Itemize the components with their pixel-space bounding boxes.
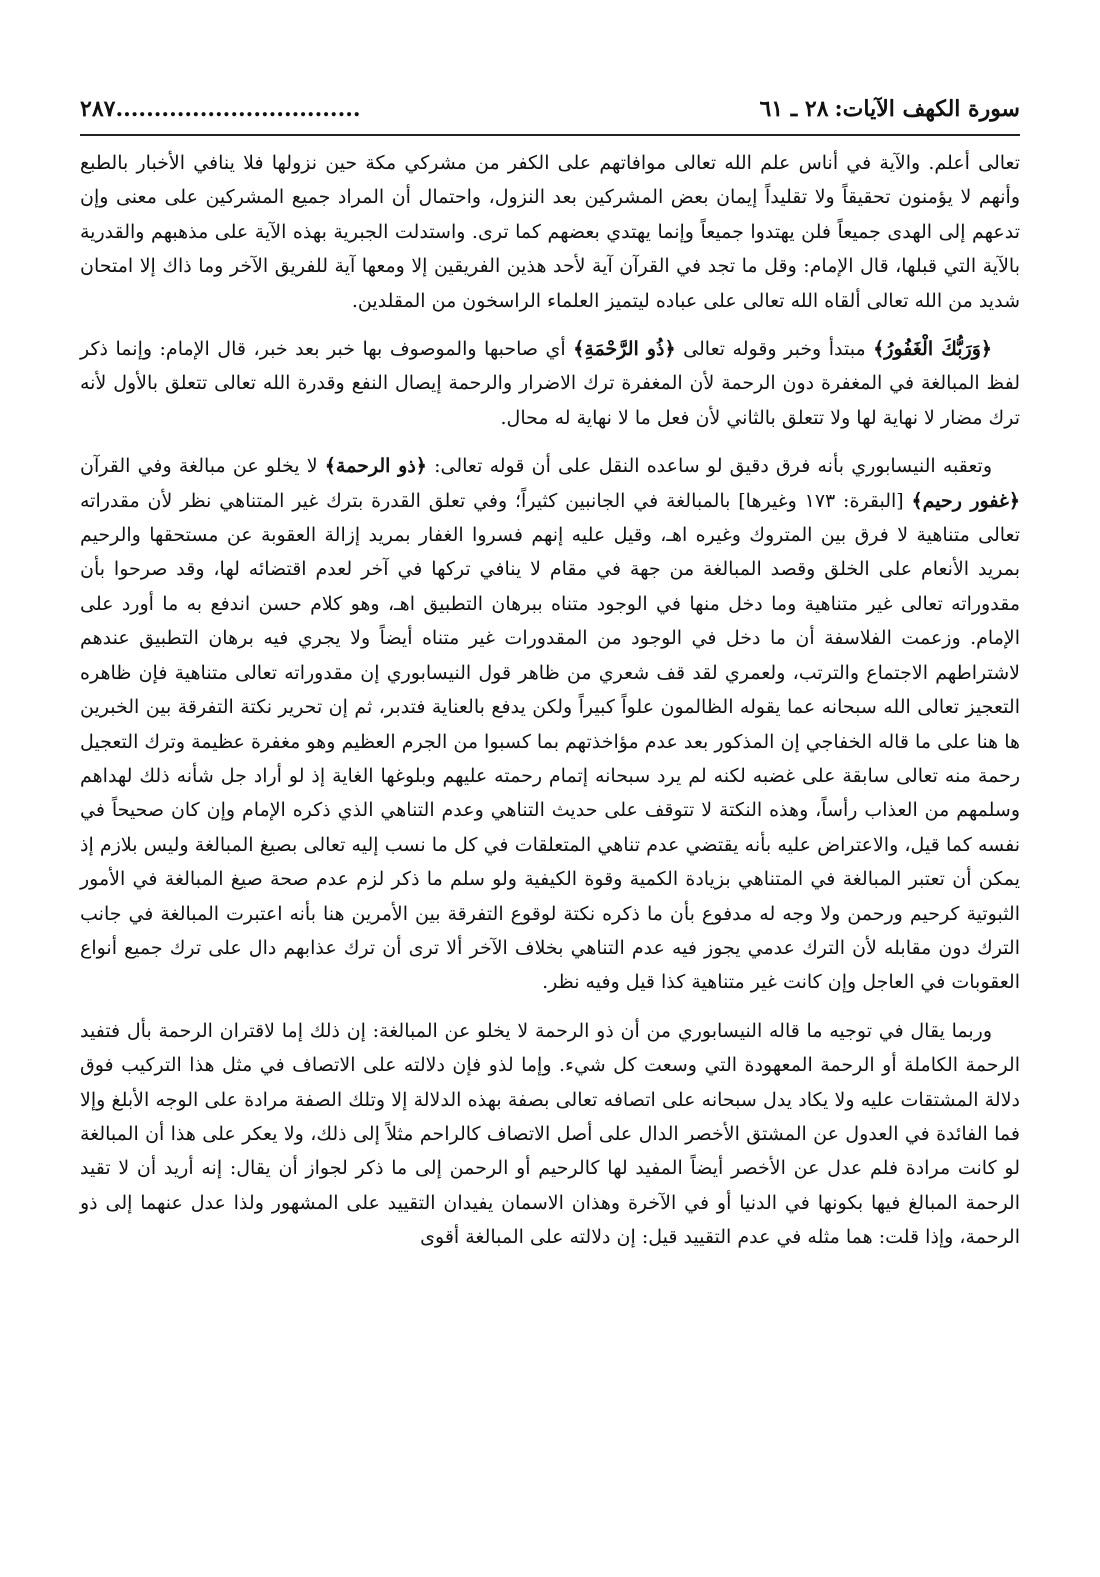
paragraph-text: وربما يقال في توجيه ما قاله النيسابوري من أن ذو الرحمة لا يخلو عن المبالغة: إن ذلك إما لاقتران الرحمة بأل فتفيد الرحمة الكاملة أو الرحمة المعهودة التي وسعت كل شيء. وإما لذو فإن دلالته على الاتصاف في مثل هذا التركيب فوق دلالة المشتقات عليه ولا يكاد يدل سبحانه على اتصافه تعالى بصفة بهذه الدلالة إلا وتلك الصفة مرادة على الوجه الأبلغ وإلا فما الفائدة في العدول عن المشتق الأخصر الدال على أصل الاتصاف كالراحم مثلاً إلى ذلك، ولا يعكر على هذا أن المبالغة لو كانت مرادة فلم عدل عن الأخصر أيضاً المفيد لها كالرحيم أو الرحمن إلى ما ذكر لجواز أن يقال: إنه أريد أن لا تقيد الرحمة المبالغ فيها بكونها في الدنيا أو في الآخرة وهذان الاسمان يفيدان التقييد على المشهور ولذا عدل عنهما إلى ذو الرحمة، وإذا قلت: هما مثله في عدم التقييد قيل: إن دلالته على المبالغة أقوى bbox=[80, 1019, 1021, 1249]
paragraph-text: أي صاحبها والموصوف بها خبر بعد خبر، قال الإمام: وإنما ذكر لفظ المبالغة في المغفرة دون الرحمة لأن المغفرة ترك الاضرار والرحمة إيصال النفع وقدرة الله تعالى تتعلق بالأول لأنه ترك مضار لا نهاية لها ولا تتعلق بالثاني لأن فعل ما لا نهاية له محال. bbox=[80, 338, 1020, 429]
paragraph-4 bbox=[80, 1014, 1020, 1255]
page-number-group bbox=[80, 96, 361, 122]
page-body bbox=[80, 146, 1020, 1269]
paragraph-2 bbox=[80, 332, 1020, 435]
verse-range: ٢٨ ـ ٦١ bbox=[759, 96, 829, 122]
quran-quote: ﴿ذُو الرَّحْمَةِ﴾ bbox=[573, 338, 676, 361]
paragraph-text: تعالى أعلم. والآية في أناس علم الله تعالى موافاتهم على الكفر من مشركي مكة حين نزولها فلا ينافي الأخبار بالطبع وأنهم لا يؤمنون تحقيقاً ولا تقليداً إيمان بعض المشركين بعد النزول، واحتمال أن المراد جميع المشركين على معنى وإن تدعهم إلى الهدى جميعاً فلن يهتدوا جميعاً وإنما يهتدي بعضهم كما ترى. واستدلت الجبرية بهذه الآية على مذهبهم والقدرية بالآية التي قبلها، قال الإمام: وقل ما تجد في القرآن آية لأحد هذين الفريقين إلا ومعها آية للفريق الآخر وما ذاك إلا امتحان شديد من الله تعالى ألقاه الله تعالى على عباده ليتميز العلماء الراسخون من المقلدين. bbox=[80, 152, 1020, 312]
page-number: ٢٨٧ bbox=[80, 96, 116, 122]
paragraph-text: مبتدأ وخبر وقوله تعالى bbox=[675, 338, 874, 361]
quran-quote: ﴿ذو الرحمة﴾ bbox=[324, 455, 427, 478]
paragraph-3 bbox=[80, 449, 1020, 1000]
surah-title: سورة الكهف الآيات: bbox=[834, 96, 1020, 122]
page-header bbox=[80, 96, 1020, 134]
paragraph-text: وتعقبه النيسابوري بأنه فرق دقيق لو ساعده النقل على أن قوله تعالى: bbox=[426, 455, 992, 478]
paragraph-text: لا يخلو عن مبالغة وفي القرآن bbox=[80, 455, 325, 478]
paragraph-1 bbox=[80, 146, 1020, 318]
quran-quote: ﴿وَرَبُّكَ الْغَفُورُ﴾ bbox=[873, 338, 992, 361]
paragraph-text: [البقرة: ١٧٣ وغيرها] بالمبالغة في الجانبين كثيراً؛ وفي تعلق القدرة بترك غير المتناهي نظر لأن مقدراته تعالى متناهية لا فرق بين المتروك وغيره اهـ، وقيل عليه إنهم فسروا الغفار بمريد إزالة العقوبة عن مستحقها والرحيم بمريد الأنعام على الخلق وقصد المبالغة من جهة في مقام لا ينافي تركها في آخر لعدم اقتضائه لها، وقد صرحوا بأن مقدوراته تعالى غير متناهية وما دخل منها في الوجود متناه ببرهان التطبيق اهـ، وهو كلام حسن اندفع به ما أورد على الإمام. وزعمت الفلاسفة أن ما دخل في الوجود من المقدورات غير متناه أيضاً ولا يجري فيه برهان التطبيق عندهم لاشتراطهم الاجتماع والترتب، ولعمري لقد قف شعري من ظاهر قول النيسابوري إن مقدوراته تعالى متناهية فإن ظاهره التعجيز تعالى الله سبحانه عما يقوله الظالمون علواً كبيراً ولكن يدفع بالعناية فتدبر، ثم إن تحرير نكتة التفرقة بين الخبرين ها هنا على ما قاله الخفاجي إن المذكور بعد عدم مؤاخذتهم بما كسبوا من الجرم العظيم وهو مغفرة عظيمة وترك التعجيل رحمة منه تعالى سابقة على غضبه لكنه لم يرد سبحانه إتمام رحمته عليهم وبلوغها الغاية إذ لو أراد جل شأنه ذلك لهداهم وسلمهم من العذاب رأساً، وهذه النكتة لا تتوقف على حديث التناهي وعدم التناهي الذي ذكره الإمام وإن كان صحيحاً في نفسه كما قيل، والاعتراض عليه بأنه يقتضي عدم تناهي المتعلقات في كل ما نسب إليه تعالى بصيغ المبالغة وليس بلازم إذ يمكن أن تعتبر المبالغة في المتناهي بزيادة الكمية وقوة الكيفية ولو سلم ما ذكر لزم عدم صحة صيغ المبالغة في الأمور الثبوتية كرحيم ورحمن ولا وجه له مدفوع بأن ما ذكره نكتة لوقوع التفرقة بين الأمرين هنا بأنه اعتبرت المبالغة في جانب الترك دون مقابله لأن الترك عدمي يجوز فيه عدم التناهي بخلاف الآخر ألا ترى أن ترك عذابهم دال على ترك جميع أنواع العقوبات في العاجل وإن كانت غير متناهية كذا قيل وفيه نظر. bbox=[80, 489, 1020, 994]
quran-quote: ﴿غفور رحيم﴾ bbox=[911, 489, 1020, 512]
header-rule bbox=[80, 134, 1020, 136]
running-title bbox=[759, 96, 1020, 122]
dot-leader: ................................ bbox=[115, 96, 361, 122]
